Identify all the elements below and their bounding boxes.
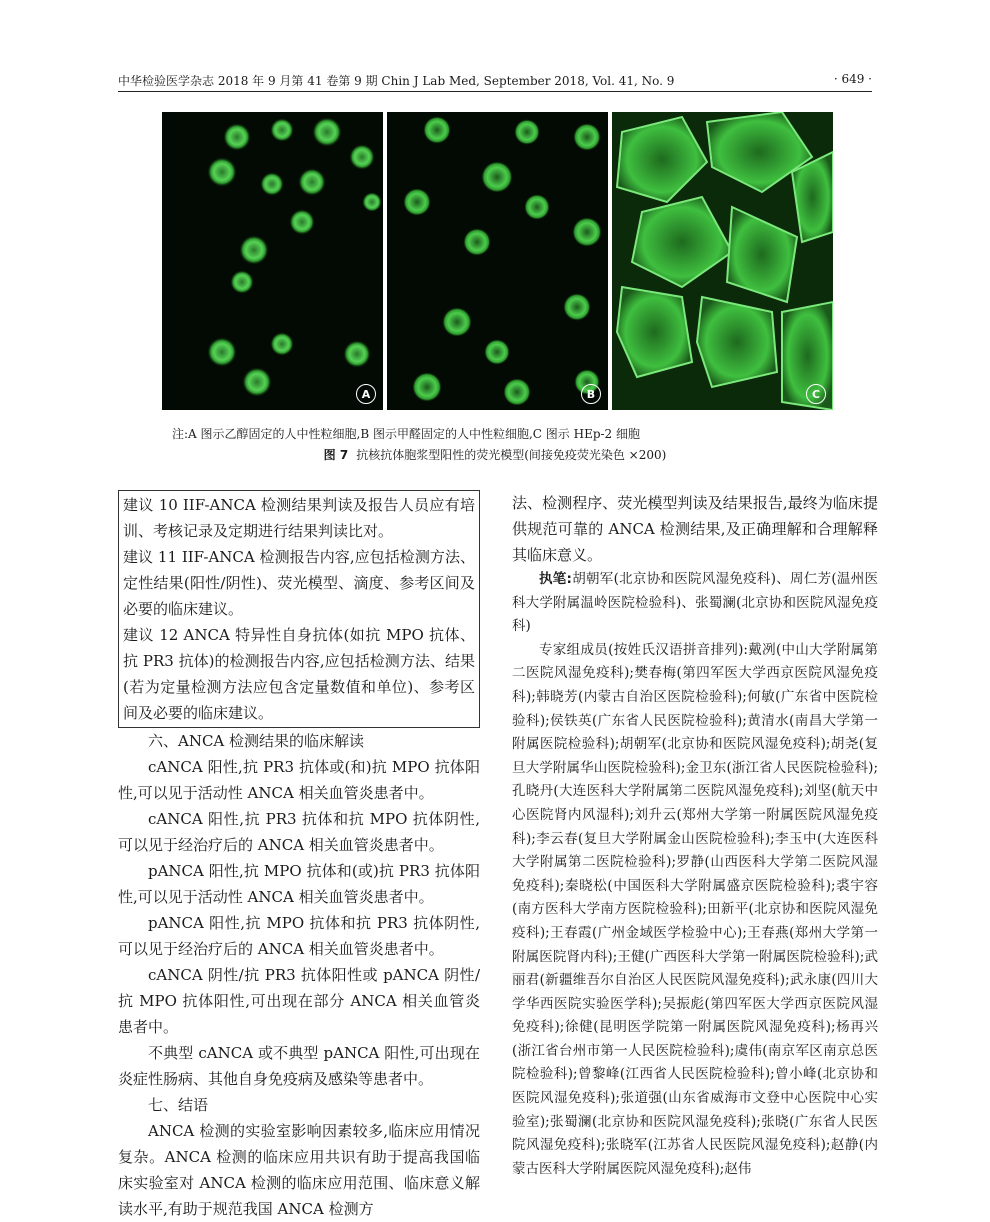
panel-label-c: C (806, 384, 826, 404)
figure-label: 图 7 (323, 448, 349, 462)
figure-panel-b (387, 112, 608, 410)
recommendation-12: 建议 12 ANCA 特异性自身抗体(如抗 MPO 抗体、抗 PR3 抗体)的检测报告内容,应包括检测方法、结果(若为定量检测方法应包含定量数值和单位)、参考区间及必要的临床建议。 (123, 626, 475, 722)
authors-label: 执笔: (539, 571, 572, 587)
page-number: · 649 · (833, 72, 872, 86)
figure-7 (162, 112, 833, 410)
expert-panel: 专家组成员(按姓氏汉语拼音排列):戴冽(中山大学附属第二医院风湿免疫科);樊春梅(第四军医大学西京医院风湿免疫科);韩晓芳(内蒙古自治区医院检验科);何敏(广东省中医院检验科);侯铁英(广东省人民医院检验科);黄清水(南昌大学第一附属医院检验科);胡朝军(北京协和医院风湿免疫科);胡尧(复旦大学附属华山医院检验科);金卫东(浙江省人民医院检验科);孔晓丹(大连医科大学附属第二医院风湿免疫科);刘坚(航天中心医院肾内风湿科);刘升云(郑州大学第一附属医院风湿免疫科);李云春(复旦大学附属金山医院检验科);李玉中(大连医科大学附属第二医院检验科);罗静(山西医科大学第二医院风湿免疫科);秦晓松(中国医科大学附属盛京医院检验科);裘宇容(南方医科大学南方医院检验科);田新平(北京协和医院风湿免疫科);王春霞(广州金域医学检验中心);王春燕(郑州大学第一附属医院肾内科);王健(广西医科大学第一附属医院检验科);武丽君(新疆维吾尔自治区人民医院风湿免疫科);武永康(四川大学华西医院实验医学科);吴振彪(第四军医大学西京医院风湿免疫科);徐健(昆明医学院第一附属医院风湿免疫科);杨再兴(浙江省台州市第一人民医院检验科);虞伟(南京军区南京总医院检验科);曾黎峰(江西省人民医院检验科);曾小峰(北京协和医院风湿免疫科);张道强(山东省威海市文登中心医院中心实验室);张蜀澜(北京协和医院风湿免疫科);张晓(广东省人民医院风湿免疫科);张晓军(江苏省人民医院风湿免疫科);赵静(内蒙古医科大学附属医院风湿免疫科);赵伟 (512, 641, 878, 1177)
recommendation-10: 建议 10 IIF-ANCA 检测结果判读及报告人员应有培训、考核记录及定期进行结果判读比对。 (123, 496, 475, 540)
figure-panel-c (612, 112, 833, 410)
paragraph: pANCA 阳性,抗 MPO 抗体和(或)抗 PR3 抗体阳性,可以见于活动性 ANCA 相关血管炎患者中。 (118, 862, 480, 906)
recommendation-11: 建议 11 IIF-ANCA 检测报告内容,应包括检测方法、定性结果(阳性/阴性)、荧光模型、滴度、参考区间及必要的临床建议。 (123, 548, 475, 618)
paragraph: cANCA 阳性,抗 PR3 抗体和抗 MPO 抗体阴性,可以见于经治疗后的 ANCA 相关血管炎患者中。 (118, 810, 480, 854)
section-heading-6: 六、ANCA 检测结果的临床解读 (148, 732, 365, 750)
authors (512, 568, 878, 639)
recommendation-box (118, 490, 480, 728)
running-header (118, 70, 872, 92)
figure-caption-text: 抗核抗体胞浆型阳性的荧光模型(间接免疫荧光染色 ×200) (356, 448, 667, 462)
paragraph: pANCA 阳性,抗 MPO 抗体和抗 PR3 抗体阴性,可以见于经治疗后的 ANCA 相关血管炎患者中。 (118, 914, 480, 958)
section-heading-7: 七、结语 (148, 1096, 209, 1114)
panel-b-image (387, 112, 608, 410)
right-column (512, 490, 878, 1181)
panel-a-image (162, 112, 383, 410)
figure-note: 注:A 图示乙醇固定的人中性粒细胞,B 图示甲醛固定的人中性粒细胞,C 图示 HEp-2 细胞 (172, 427, 641, 441)
paragraph: cANCA 阴性/抗 PR3 抗体阳性或 pANCA 阴性/抗 MPO 抗体阳性,可出现在部分 ANCA 相关血管炎患者中。 (118, 966, 480, 1036)
authors-text: 胡朝军(北京协和医院风湿免疫科)、周仁芳(温州医科大学附属温岭医院检验科)、张蜀澜(北京协和医院风湿免疫科) (512, 571, 878, 635)
panel-label-a: A (356, 384, 376, 404)
paragraph: ANCA 检测的实验室影响因素较多,临床应用情况复杂。ANCA 检测的临床应用共识有助于提高我国临床实验室对 ANCA 检测的临床应用范围、临床意义解读水平,有助于规范我国 ANCA 检测方 (118, 1122, 480, 1218)
figure-caption (0, 446, 990, 463)
paragraph-continuation: 法、检测程序、荧光模型判读及结果报告,最终为临床提供规范可靠的 ANCA 检测结果,及正确理解和合理解释其临床意义。 (512, 494, 878, 564)
panel-label-b: B (581, 384, 601, 404)
paragraph: cANCA 阳性,抗 PR3 抗体或(和)抗 MPO 抗体阳性,可以见于活动性 ANCA 相关血管炎患者中。 (118, 758, 480, 802)
panel-c-image (612, 112, 833, 410)
figure-panel-a (162, 112, 383, 410)
left-column (118, 490, 480, 1222)
paragraph: 不典型 cANCA 或不典型 pANCA 阳性,可出现在炎症性肠病、其他自身免疫病及感染等患者中。 (118, 1044, 480, 1088)
journal-citation: 中华检验医学杂志 2018 年 9 月第 41 卷第 9 期 Chin J Lab Med, September 2018, Vol. 41, No. 9 (118, 74, 675, 88)
